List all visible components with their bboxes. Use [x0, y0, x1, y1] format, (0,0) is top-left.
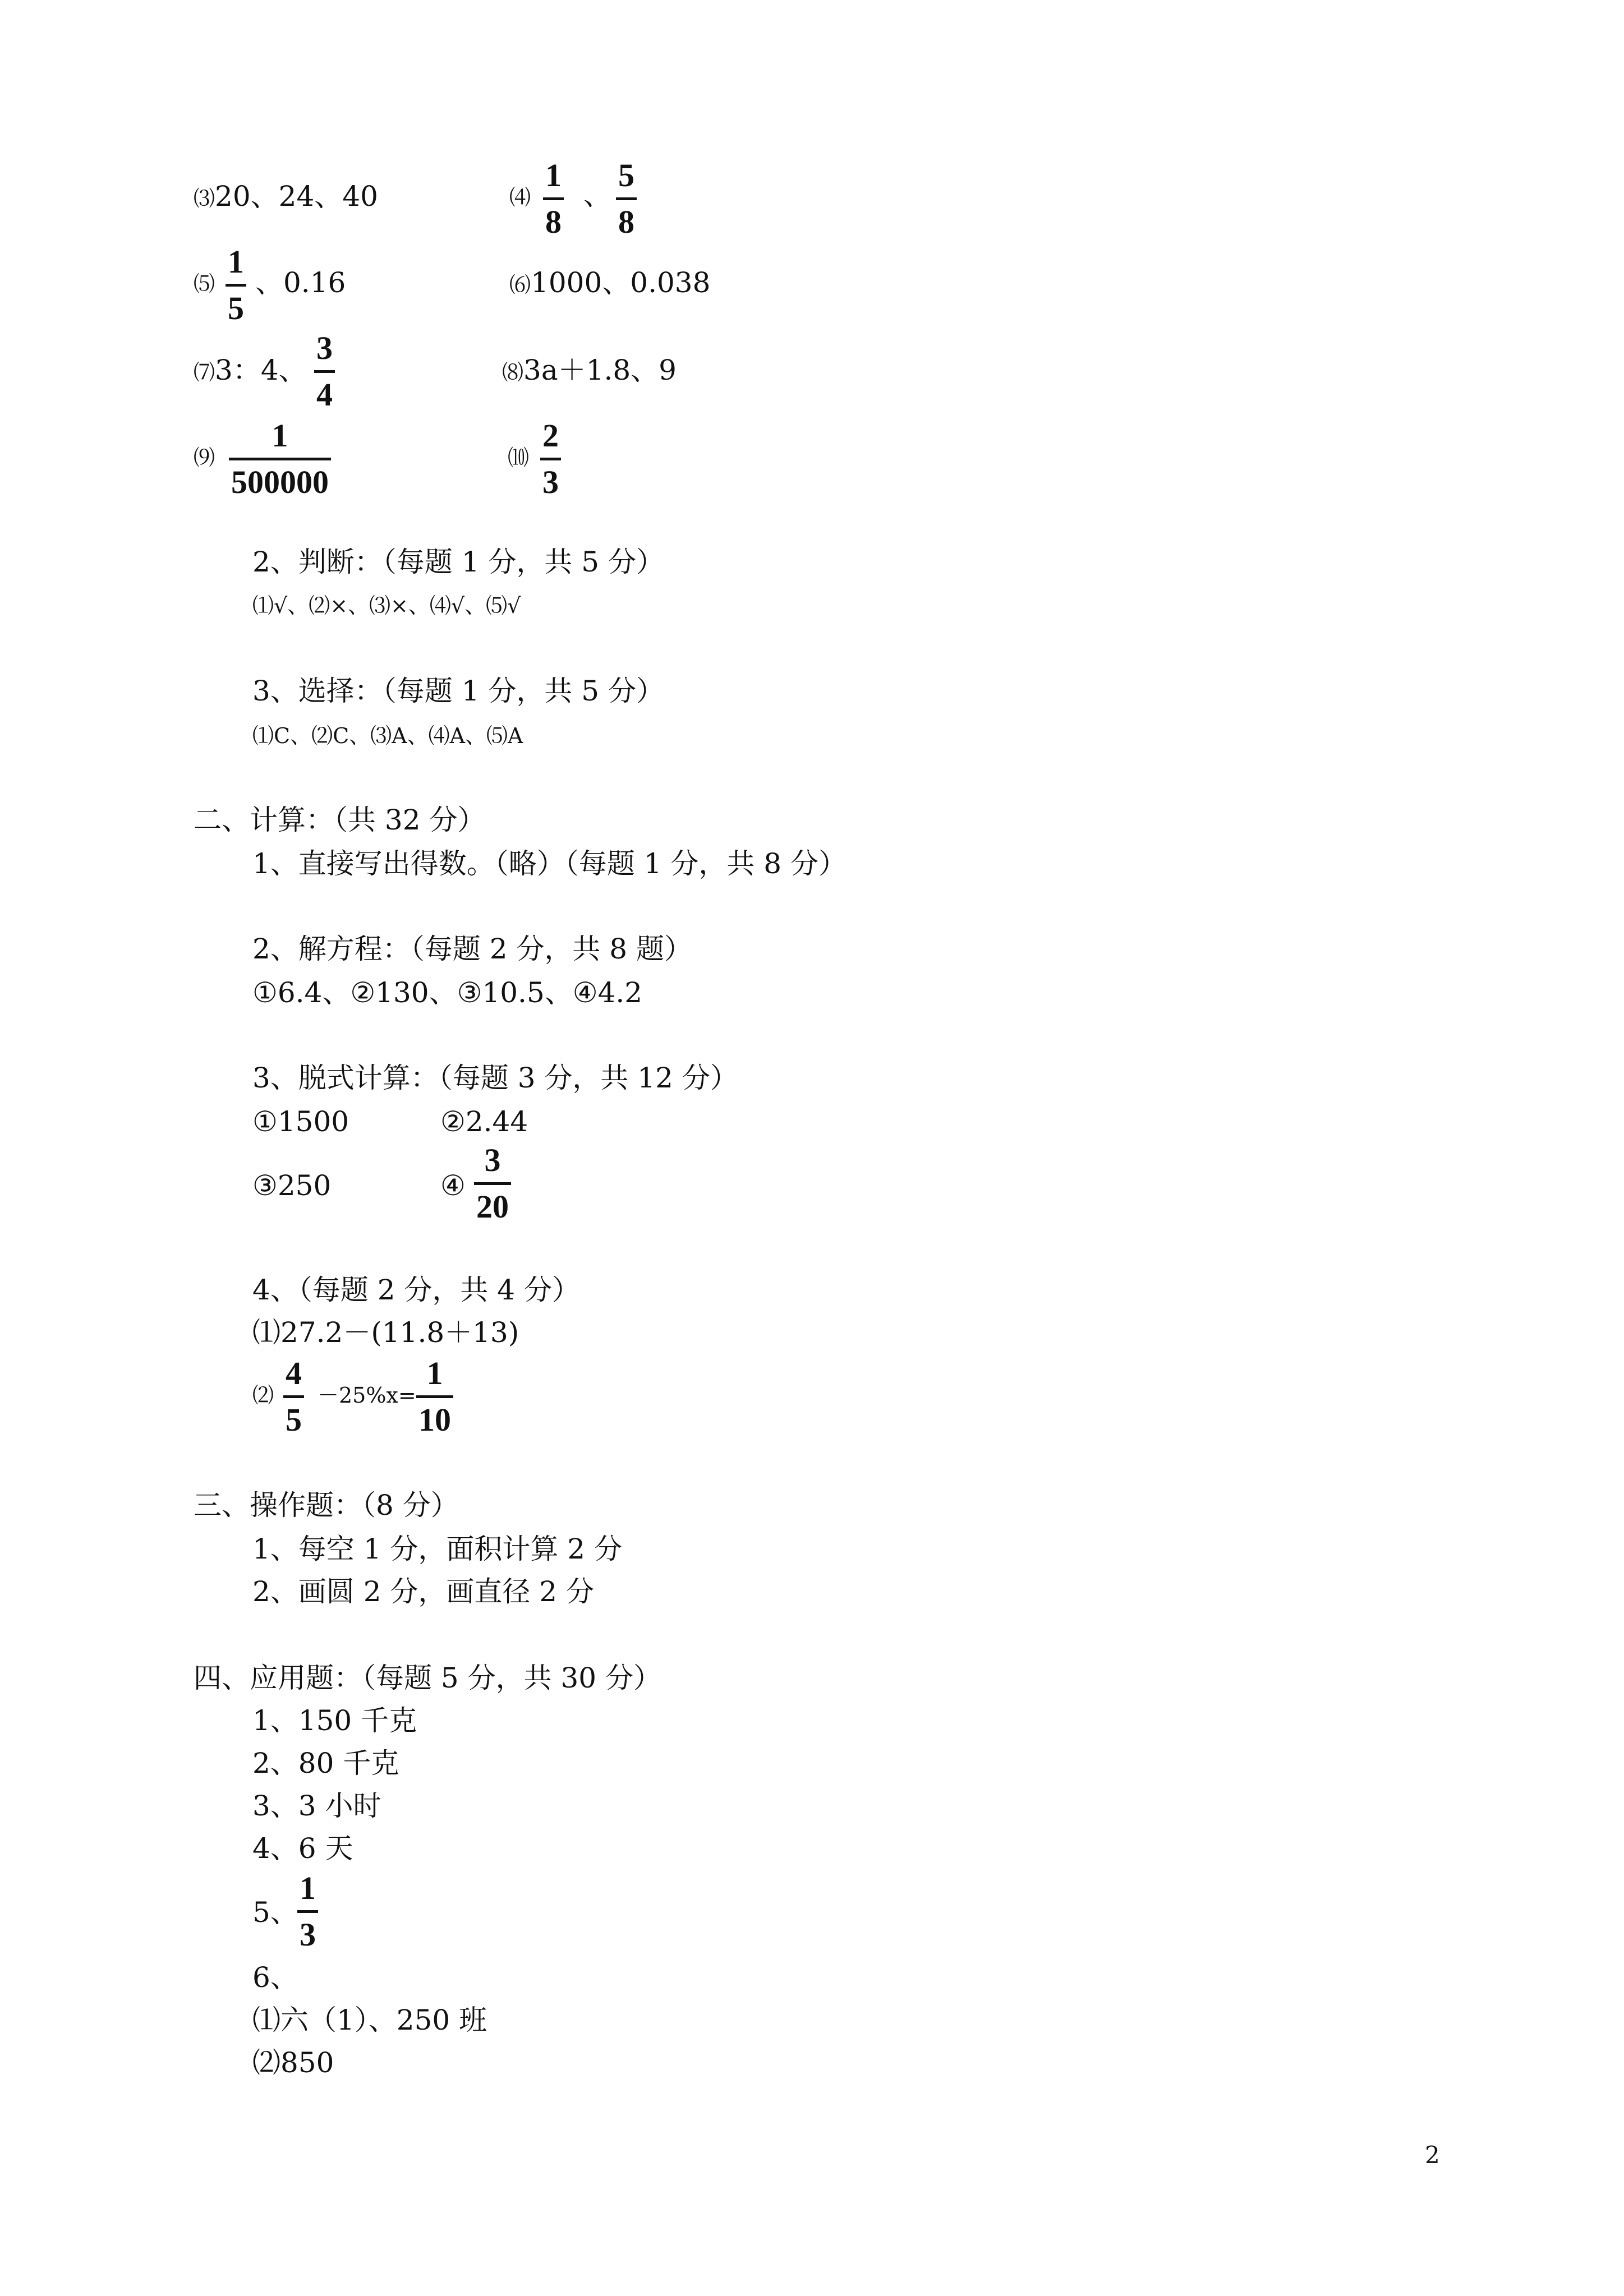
fill-q3-text: 20、24、40 — [215, 180, 378, 213]
calc-heading: 二、计算：（共 32 分） — [194, 804, 486, 836]
application-answer-6-2: ⑵850 — [252, 2046, 334, 2079]
calc-stepwise-1: ①1500 — [252, 1105, 349, 1138]
fill-q4-separator: 、 — [583, 179, 611, 211]
calc-q4-1: ⑴27.2－(11.8＋13) — [252, 1316, 519, 1349]
application-answer-2: 2、80 千克 — [252, 1747, 399, 1779]
application-answer-5-label: 5、 — [252, 1896, 298, 1929]
fill-q8 — [502, 353, 677, 389]
page-number: 2 — [1425, 2141, 1440, 2169]
fill-q8-label: ⑻ — [502, 360, 524, 385]
fill-q9-label: ⑼ — [194, 445, 215, 470]
calc-q4-2-fraction-1: 4 5 — [283, 1357, 304, 1436]
calc-q4-2-label: ⑵ — [252, 1383, 274, 1408]
judge-heading: 2、判断：（每题 1 分，共 5 分） — [252, 546, 665, 578]
fill-q7 — [194, 353, 307, 389]
operation-item-2: 2、画圆 2 分，画直径 2 分 — [252, 1575, 595, 1608]
fill-q7-fraction: 3 4 — [314, 332, 335, 411]
fill-q4-fraction-1: 1 8 — [543, 159, 564, 238]
fill-q9-fraction: 1 500000 — [229, 419, 331, 499]
fill-q6 — [509, 266, 710, 302]
application-answer-3: 3、3 小时 — [252, 1790, 381, 1822]
fill-q7-label: ⑺ — [194, 360, 215, 385]
fill-q3-label: ⑶ — [194, 186, 215, 211]
calc-equation-answers: ①6.4、②130、③10.5、④4.2 — [252, 976, 643, 1009]
calc-stepwise-heading: 3、脱式计算：（每题 3 分，共 12 分） — [252, 1062, 738, 1094]
application-answer-6: 6、 — [252, 1961, 298, 1994]
fill-q5-fraction: 1 5 — [226, 246, 246, 325]
fill-q8-text: 3a＋1.8、9 — [523, 354, 677, 386]
fill-q10-fraction: 2 3 — [540, 419, 561, 499]
application-answer-1: 1、150 千克 — [252, 1704, 417, 1737]
choice-heading: 3、选择：（每题 1 分，共 5 分） — [252, 675, 665, 707]
calc-stepwise-3: ③250 — [252, 1169, 332, 1202]
calc-stepwise-4-label: ④ — [440, 1169, 466, 1202]
calc-stepwise-2: ②2.44 — [440, 1105, 528, 1138]
application-answer-6-1: ⑴六（1）、250 班 — [252, 2004, 487, 2036]
operation-item-1: 1、每空 1 分，面积计算 2 分 — [252, 1533, 623, 1565]
fill-q3 — [194, 179, 378, 215]
application-answer-4: 4、6 天 — [252, 1832, 353, 1865]
fill-q5-text: 、0.16 — [255, 266, 346, 299]
judge-answers: ⑴√、⑵×、⑶×、⑷√、⑸√ — [252, 593, 521, 618]
fill-q7-text: 3：4、 — [215, 354, 307, 386]
fill-q4-fraction-2: 5 8 — [616, 159, 637, 238]
operation-heading: 三、操作题：（8 分） — [194, 1489, 459, 1522]
calc-q4-heading: 4、（每题 2 分，共 4 分） — [252, 1274, 581, 1306]
calc-direct: 1、直接写出得数。（略）（每题 1 分，共 8 分） — [252, 847, 847, 880]
fill-q10-label: ⑽ — [508, 445, 530, 470]
choice-answers: ⑴C、⑵C、⑶A、⑷A、⑸A — [252, 723, 523, 748]
application-heading: 四、应用题：（每题 5 分，共 30 分） — [194, 1662, 662, 1694]
calc-equation-heading: 2、解方程：（每题 2 分，共 8 题） — [252, 933, 693, 965]
application-answer-5-fraction: 1 3 — [297, 1872, 318, 1951]
fill-q5-label: ⑸ — [194, 271, 215, 296]
calc-q4-2-fraction-2: 1 10 — [416, 1357, 453, 1436]
calc-stepwise-4-fraction: 3 20 — [474, 1144, 511, 1223]
fill-q6-label: ⑹ — [509, 273, 531, 297]
fill-q6-text: 1000、0.038 — [531, 266, 711, 299]
fill-q4-label: ⑷ — [509, 185, 531, 210]
calc-q4-2-expression: －25%x= — [318, 1383, 416, 1408]
